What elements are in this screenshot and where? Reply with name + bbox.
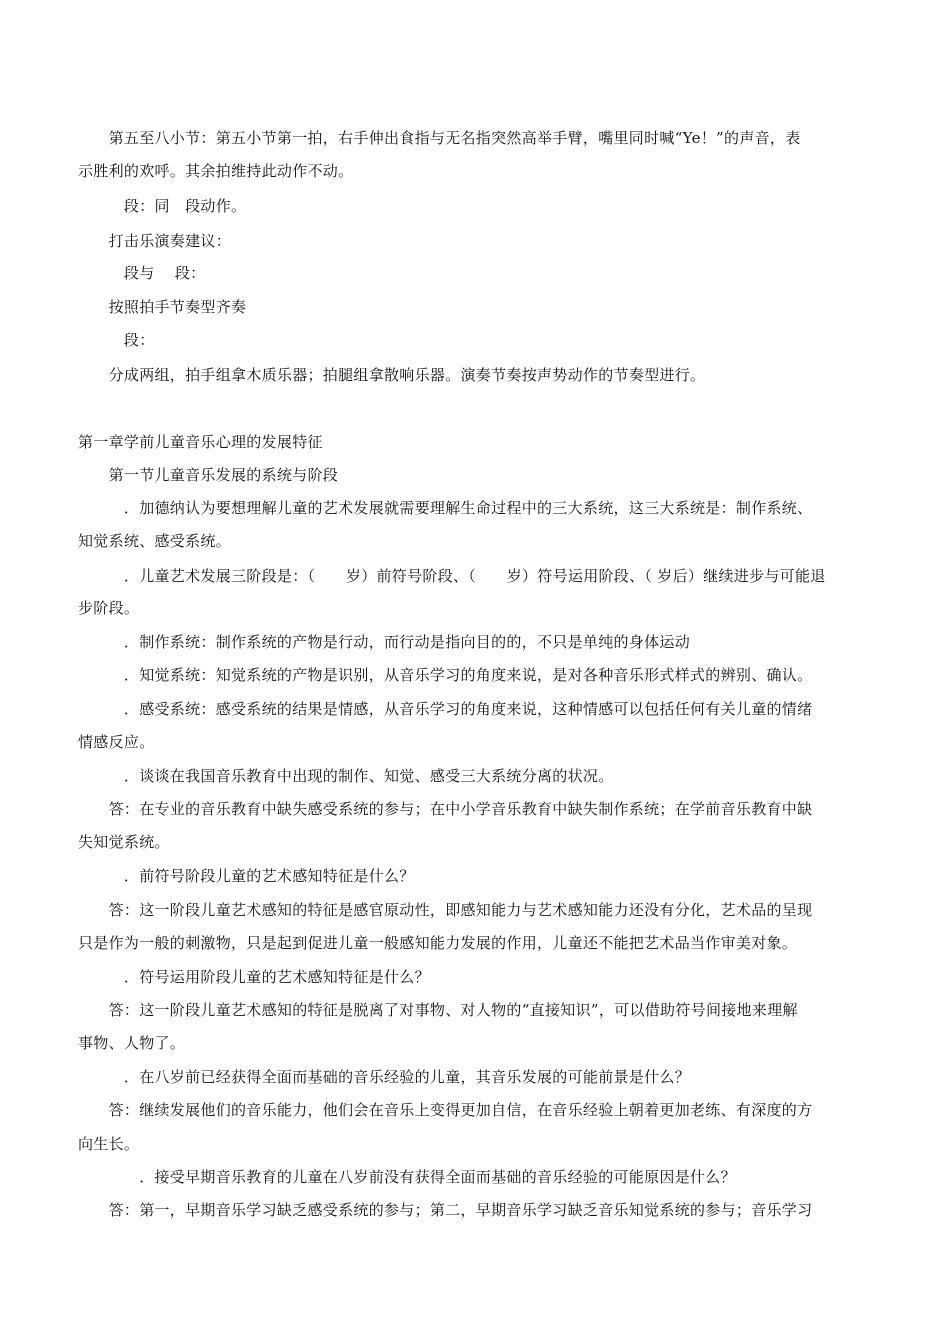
answer-line: 答：继续发展他们的音乐能力，他们会在音乐上变得更加自信，在音乐经验上朝着更加老练、有深度的方 <box>78 1101 813 1119</box>
text-line: 按照拍手节奏型齐奏 <box>78 298 247 316</box>
answer-line: 事物、人物了。 <box>78 1034 186 1052</box>
text-line: 段：同 段动作。 <box>78 197 247 215</box>
answer-line: 答：这一阶段儿童艺术感知的特征是感官原动性，即感知能力与艺术感知能力还没有分化，艺术品的呈现 <box>78 901 813 919</box>
answer-line: 答：第一，早期音乐学习缺乏感受系统的参与；第二，早期音乐学习缺乏音乐知觉系统的参与；音乐学习 <box>78 1201 813 1219</box>
chapter-heading: 第一章学前儿童音乐心理的发展特征 <box>78 433 323 451</box>
section-heading: 第一节儿童音乐发展的系统与阶段 <box>78 466 339 484</box>
text-line: 示胜利的欢呼。其余拍维持此动作不动。 <box>78 162 354 180</box>
text-line: 段与 段： <box>78 264 206 282</box>
text-line: 步阶段。 <box>78 599 140 617</box>
text-line: 分成两组，拍手组拿木质乐器；拍腿组拿散响乐器。演奏节奏按声势动作的节奏型进行。 <box>78 366 706 384</box>
answer-line: 只是作为一般的刺激物，只是起到促进儿童一般感知能力发展的作用，儿童还不能把艺术品当作审美对象。 <box>78 934 798 952</box>
text-line: ．儿童艺术发展三阶段是：（ 岁）前符号阶段、（ 岁）符号运用阶段、（ 岁后）继续进步与可能退 <box>78 567 826 585</box>
text-line: 段： <box>78 331 155 349</box>
answer-line: 失知觉系统。 <box>78 833 170 851</box>
text-line: 知觉系统、感受系统。 <box>78 532 232 550</box>
text-line: 情感反应。 <box>78 733 155 751</box>
text-line: ．加德纳认为要想理解儿童的艺术发展就需要理解生命过程中的三大系统，这三大系统是：制作系统、 <box>78 499 813 517</box>
text-line: ．在八岁前已经获得全面而基础的音乐经验的儿童，其音乐发展的可能前景是什么？ <box>78 1068 691 1086</box>
answer-line: 向生长。 <box>78 1135 140 1153</box>
text-line: ．知觉系统：知觉系统的产物是识别，从音乐学习的角度来说，是对各种音乐形式样式的辨别、确认。 <box>78 666 813 684</box>
text-line: ．制作系统：制作系统的产物是行动，而行动是指向目的的，不只是单纯的身体运动 <box>78 633 691 651</box>
text-line: 第五至八小节：第五小节第一拍，右手伸出食指与无名指突然高举手臂，嘴里同时喊“Ye！”的声音，表 <box>78 129 801 147</box>
answer-line: 答：这一阶段儿童艺术感知的特征是脱离了对事物、对人物的“直接知识”，可以借助符号间接地来理解 <box>78 1001 798 1019</box>
text-line: ．接受早期音乐教育的儿童在八岁前没有获得全面而基础的音乐经验的可能原因是什么？ <box>78 1168 736 1186</box>
text-line: 打击乐演奏建议： <box>78 232 232 250</box>
text-line: ．前符号阶段儿童的艺术感知特征是什么？ <box>78 867 415 885</box>
text-line: ．感受系统：感受系统的结果是情感，从音乐学习的角度来说，这种情感可以包括任何有关儿童的情绪 <box>78 700 813 718</box>
text-line: ．符号运用阶段儿童的艺术感知特征是什么？ <box>78 968 430 986</box>
text-line: ．谈谈在我国音乐教育中出现的制作、知觉、感受三大系统分离的状况。 <box>78 767 614 785</box>
answer-line: 答：在专业的音乐教育中缺失感受系统的参与；在中小学音乐教育中缺失制作系统；在学前音乐教育中缺 <box>78 800 813 818</box>
